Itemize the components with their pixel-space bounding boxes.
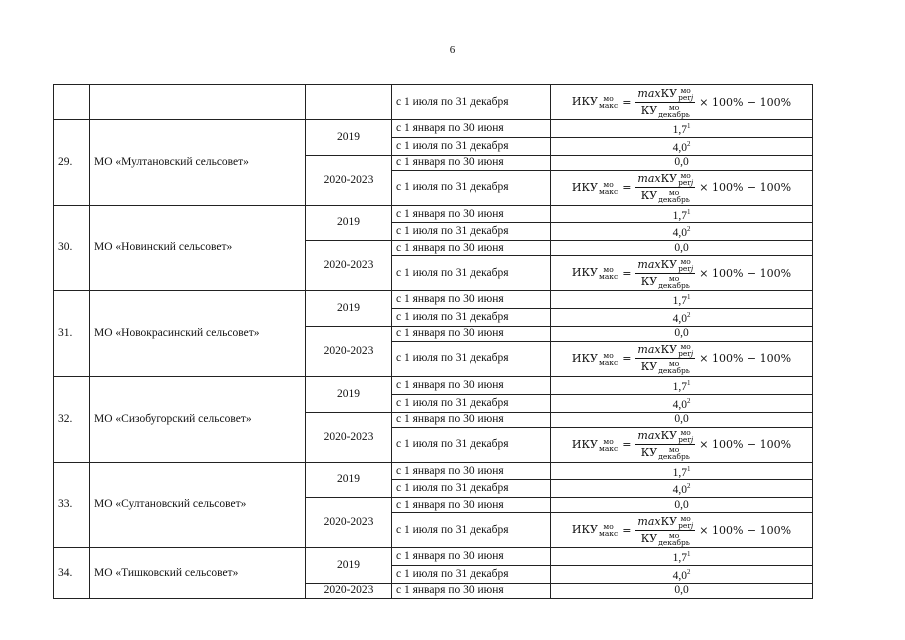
value: 4,0: [672, 484, 687, 497]
formula-cell: [551, 256, 813, 291]
table-row: [54, 205, 813, 223]
formula-denominator: КУ мо декабрь: [640, 445, 690, 462]
period-cell: с 1 июля по 31 декабря: [392, 309, 551, 327]
value-cell: [551, 205, 813, 223]
municipality-cell: МО «Султановский сельсовет»: [90, 462, 306, 548]
row-number-cell: 30.: [54, 205, 90, 291]
formula-fraction: [635, 429, 695, 460]
period-cell: с 1 января по 30 июня: [392, 548, 551, 566]
municipality-cell: МО «Новокрасинский сельсовет»: [90, 291, 306, 377]
period-cell: с 1 января по 30 июня: [392, 462, 551, 480]
formula-tail: × 100% − 100%: [699, 266, 792, 280]
value: 4,0: [672, 569, 687, 582]
value-cell: 0,0: [551, 583, 813, 598]
tariff-index-table: [53, 84, 813, 599]
formula-cell: [551, 170, 813, 205]
footnote-mark: 2: [686, 311, 691, 320]
footnote-mark: 2: [686, 482, 691, 491]
footnote-mark: 1: [686, 378, 691, 387]
footnote-mark: 1: [686, 464, 691, 473]
value: 1,7: [672, 295, 687, 308]
footnote-mark: 2: [686, 396, 691, 405]
year-cell: 2020-2023: [306, 155, 392, 205]
period-cell: с 1 июля по 31 декабря: [392, 341, 551, 376]
formula-numerator: maxКУ мо perj: [637, 342, 694, 359]
tariff-formula: [572, 515, 791, 546]
value: 4,0: [672, 141, 687, 154]
year-cell: 2020-2023: [306, 498, 392, 548]
value-cell: [551, 376, 813, 394]
table-row: [54, 462, 813, 480]
year-cell: 2020-2023: [306, 326, 392, 376]
value: 1,7: [672, 552, 687, 565]
municipality-cell: [90, 85, 306, 120]
value-cell: [551, 548, 813, 566]
value: 4,0: [672, 227, 687, 240]
value: 1,7: [672, 466, 687, 479]
year-cell: 2019: [306, 376, 392, 412]
formula-numerator: maxКУ мо perj: [637, 513, 694, 530]
formula-equals: =: [622, 438, 632, 452]
table-row: [54, 120, 813, 138]
formula-denominator: КУ мо декабрь: [640, 359, 690, 376]
footnote-mark: 2: [686, 225, 691, 234]
value-cell: [551, 480, 813, 498]
period-cell: с 1 января по 30 июня: [392, 155, 551, 170]
formula-tail: × 100% − 100%: [699, 181, 792, 195]
formula-lhs: ИКУ мо макс: [571, 94, 619, 110]
year-cell: [306, 85, 392, 120]
formula-fraction: [635, 515, 695, 546]
formula-equals: =: [622, 181, 632, 195]
year-cell: 2019: [306, 120, 392, 156]
period-cell: с 1 января по 30 июня: [392, 326, 551, 341]
formula-equals: =: [622, 523, 632, 537]
formula-denominator: КУ мо декабрь: [640, 102, 690, 119]
formula-lhs: ИКУ мо макс: [571, 179, 619, 196]
formula-equals: =: [622, 266, 632, 280]
formula-cell: [551, 513, 813, 548]
formula-lhs: ИКУ мо макс: [571, 522, 619, 539]
formula-equals: =: [622, 352, 632, 366]
period-cell: с 1 июля по 31 декабря: [392, 566, 551, 584]
period-cell: с 1 января по 30 июня: [392, 412, 551, 427]
value-cell: 0,0: [551, 498, 813, 513]
formula-cell: [551, 85, 813, 120]
period-cell: с 1 января по 30 июня: [392, 291, 551, 309]
municipality-cell: МО «Мултановский сельсовет»: [90, 120, 306, 206]
formula-denominator: КУ мо декабрь: [640, 273, 690, 290]
period-cell: с 1 июля по 31 декабря: [392, 480, 551, 498]
value-cell: [551, 309, 813, 327]
tariff-formula: [572, 258, 791, 289]
row-number-cell: 31.: [54, 291, 90, 377]
row-number-cell: 34.: [54, 548, 90, 599]
period-cell: с 1 июля по 31 декабря: [392, 170, 551, 205]
value-cell: [551, 566, 813, 584]
value-cell: [551, 394, 813, 412]
formula-tail: × 100% − 100%: [699, 95, 792, 109]
period-cell: с 1 января по 30 июня: [392, 583, 551, 598]
period-cell: с 1 июля по 31 декабря: [392, 137, 551, 155]
municipality-cell: МО «Новинский сельсовет»: [90, 205, 306, 291]
year-cell: 2019: [306, 462, 392, 498]
formula-equals: =: [622, 95, 632, 109]
value-cell: [551, 462, 813, 480]
formula-fraction: [635, 343, 695, 374]
formula-cell: [551, 341, 813, 376]
formula-tail: × 100% − 100%: [699, 352, 792, 366]
period-cell: с 1 июля по 31 декабря: [392, 513, 551, 548]
formula-numerator: maxКУ мо perj: [637, 428, 694, 445]
formula-lhs: ИКУ мо макс: [571, 436, 619, 453]
formula-lhs: ИКУ мо макс: [571, 350, 619, 367]
value: 1,7: [672, 380, 687, 393]
formula-fraction: [635, 258, 695, 289]
formula-numerator: maxКУ мо perj: [637, 171, 694, 188]
period-cell: с 1 июля по 31 декабря: [392, 427, 551, 462]
year-cell: 2019: [306, 548, 392, 584]
footnote-mark: 1: [686, 122, 691, 130]
footnote-mark: 1: [686, 293, 691, 302]
footnote-mark: 1: [686, 550, 691, 559]
period-cell: с 1 января по 30 июня: [392, 120, 551, 138]
footnote-mark: 2: [686, 568, 691, 577]
value: 4,0: [672, 312, 687, 325]
period-cell: с 1 января по 30 июня: [392, 241, 551, 256]
value-cell: [551, 223, 813, 241]
row-number-cell: [54, 85, 90, 120]
value-cell: 0,0: [551, 412, 813, 427]
formula-tail: × 100% − 100%: [699, 438, 792, 452]
period-cell: с 1 июля по 31 декабря: [392, 256, 551, 291]
municipality-cell: МО «Тишковский сельсовет»: [90, 548, 306, 599]
formula-lhs: ИКУ мо макс: [571, 265, 619, 282]
value-cell: [551, 291, 813, 309]
value-cell: 0,0: [551, 326, 813, 341]
tariff-formula: [572, 172, 791, 203]
year-cell: 2020-2023: [306, 583, 392, 598]
footnote-mark: 2: [686, 139, 691, 148]
year-cell: 2019: [306, 291, 392, 327]
formula-numerator: maxКУ мо perj: [637, 85, 694, 102]
year-cell: 2019: [306, 205, 392, 241]
value-cell: 0,0: [551, 241, 813, 256]
page-number: 6: [449, 44, 456, 56]
value-cell: 0,0: [551, 155, 813, 170]
row-number-cell: 29.: [54, 120, 90, 206]
table-row: [54, 291, 813, 309]
value: 1,7: [672, 123, 687, 136]
row-number-cell: 33.: [54, 462, 90, 548]
value: 4,0: [672, 398, 687, 411]
table-row: [54, 85, 813, 120]
year-cell: 2020-2023: [306, 241, 392, 291]
row-number-cell: 32.: [54, 376, 90, 462]
period-cell: с 1 июля по 31 декабря: [392, 223, 551, 241]
value: 1,7: [672, 209, 687, 222]
period-cell: с 1 января по 30 июня: [392, 376, 551, 394]
table-row: [54, 548, 813, 566]
formula-tail: × 100% − 100%: [699, 523, 792, 537]
formula-denominator: КУ мо декабрь: [640, 188, 690, 205]
formula-denominator: КУ мо декабрь: [640, 530, 690, 547]
tariff-formula: [572, 429, 791, 460]
municipality-cell: МО «Сизобугорский сельсовет»: [90, 376, 306, 462]
formula-fraction: [635, 87, 695, 118]
formula-fraction: [635, 172, 695, 203]
value-cell: [551, 137, 813, 155]
table-row: [54, 376, 813, 394]
tariff-formula: [572, 87, 791, 118]
formula-numerator: maxКУ мо perj: [637, 256, 694, 273]
period-cell: с 1 июля по 31 декабря: [392, 394, 551, 412]
period-cell: с 1 июля по 31 декабря: [392, 85, 551, 120]
formula-cell: [551, 427, 813, 462]
tariff-formula: [572, 343, 791, 374]
period-cell: с 1 января по 30 июня: [392, 205, 551, 223]
year-cell: 2020-2023: [306, 412, 392, 462]
value-cell: [551, 120, 813, 138]
footnote-mark: 1: [686, 207, 691, 216]
period-cell: с 1 января по 30 июня: [392, 498, 551, 513]
